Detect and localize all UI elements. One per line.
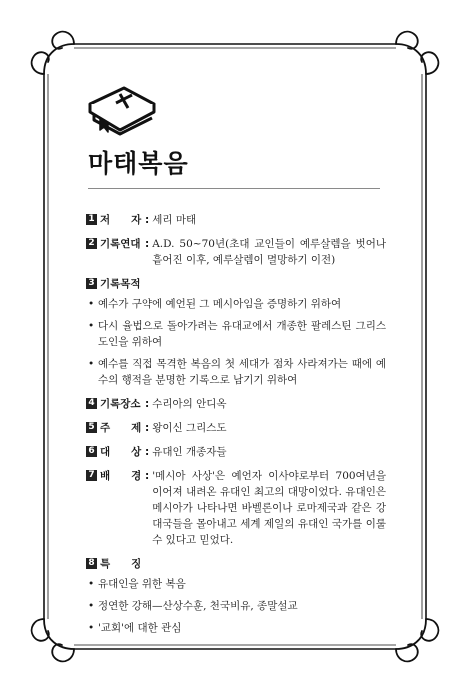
bullet-icon: • xyxy=(88,622,95,634)
section-purpose xyxy=(86,276,386,292)
section-audience xyxy=(86,444,386,460)
section-label: 기록연대 xyxy=(100,238,141,250)
bullet-text: 정연한 강해—산상수훈, 천국비유, 종말설교 xyxy=(98,600,298,612)
list-item xyxy=(88,620,386,636)
bullet-icon: • xyxy=(88,358,95,370)
section-number: 6 xyxy=(86,446,97,457)
colon: : xyxy=(145,422,150,434)
list-item xyxy=(88,598,386,614)
section-label: 기록목적 xyxy=(100,278,141,290)
section-label: 주 제 xyxy=(100,422,142,434)
list-item xyxy=(88,576,386,592)
section-value: 유대인 개종자들 xyxy=(152,446,227,458)
bullet-text: 유대인을 위한 복음 xyxy=(98,578,186,590)
section-value: A.D. 50~70년(초대 교인들이 예루살렘을 벗어나 흩어진 이후, 예루살렘이 멸망하기 이전) xyxy=(152,238,386,266)
bullet-text: '교회'에 대한 관심 xyxy=(98,622,182,634)
bullet-icon: • xyxy=(88,298,95,310)
section-number: 7 xyxy=(86,470,97,481)
section-theme xyxy=(86,420,386,436)
section-number: 3 xyxy=(86,278,97,289)
colon: : xyxy=(145,238,150,250)
colon: : xyxy=(145,214,150,226)
list-item xyxy=(88,296,386,312)
section-place xyxy=(86,396,386,412)
bible-book-icon xyxy=(86,84,158,136)
bullet-text: 다시 율법으로 돌아가려는 유대교에서 개종한 팔레스틴 그리스도인을 위하여 xyxy=(98,320,386,348)
section-number: 4 xyxy=(86,398,97,409)
section-value: '메시아 사상'은 예언자 이사야로부터 700여년을 이어져 내려온 유대인 최고의 대망이었다. 유대인은 메시아가 나타나면 바벨론이나 로마제국과 같은 강대국들을 몰아내고 세계 제일의 유대인 국가를 이룰 수 있다고 믿었다. xyxy=(152,470,386,546)
section-value: 세리 마태 xyxy=(152,214,197,226)
section-author xyxy=(86,212,386,228)
colon: : xyxy=(145,470,150,482)
section-value: 수리아의 안디옥 xyxy=(152,398,227,410)
bullet-text: 예수가 구약에 예언된 그 메시아임을 증명하기 위하여 xyxy=(98,298,342,310)
section-label: 배 경 xyxy=(100,470,142,482)
section-label: 대 상 xyxy=(100,446,142,458)
bullet-icon: • xyxy=(88,578,95,590)
list-item xyxy=(88,356,386,388)
section-number: 5 xyxy=(86,422,97,433)
bullet-text: 예수를 직접 목격한 복음의 첫 세대가 점차 사라져가는 때에 예수의 행적을 분명한 기록으로 남기기 위하여 xyxy=(98,358,386,386)
section-number: 2 xyxy=(86,238,97,249)
section-label: 기록장소 xyxy=(100,398,141,410)
page-title: 마태복음 xyxy=(88,149,189,178)
bullet-icon: • xyxy=(88,320,95,332)
section-value: 왕이신 그리스도 xyxy=(152,422,227,434)
section-label: 특 징 xyxy=(100,558,142,570)
colon: : xyxy=(145,398,150,410)
colon: : xyxy=(145,446,150,458)
title-divider xyxy=(88,188,380,189)
section-number: 1 xyxy=(86,214,97,225)
bullet-icon: • xyxy=(88,600,95,612)
section-label: 저 자 xyxy=(100,214,142,226)
section-features xyxy=(86,556,386,572)
list-item xyxy=(88,318,386,350)
section-date xyxy=(86,236,386,268)
book-info-list xyxy=(86,212,386,636)
section-number: 8 xyxy=(86,558,97,569)
section-background xyxy=(86,468,386,548)
